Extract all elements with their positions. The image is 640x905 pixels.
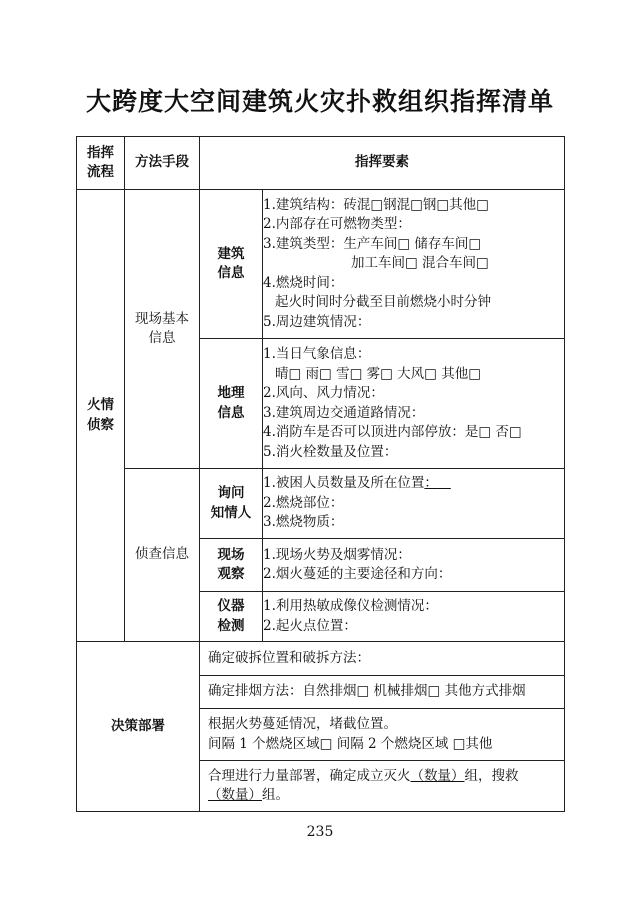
header-method-text: 方法手段: [135, 154, 189, 171]
inquiry-line1-blank: ：: [424, 475, 438, 492]
force-part3: 组。: [262, 787, 289, 803]
building-line: 1.建筑结构：砖混□钢混□钢□其他□: [263, 196, 489, 213]
inquiry-content: [263, 469, 565, 539]
decision-block-line1: 根据火势蔓延情况，堵截位置。: [208, 716, 397, 732]
header-method: [125, 137, 200, 190]
sub-instrument: [200, 592, 263, 642]
sub-building-label: 建筑 信息: [217, 245, 245, 281]
decision-demolition-text: 确定破拆位置和破拆方法：: [208, 649, 370, 666]
building-line: 4.燃烧时间：: [263, 274, 344, 291]
section-fire-recon-label: 火情 侦察: [87, 397, 114, 433]
decision-force: [200, 761, 565, 812]
command-checklist-table: [76, 136, 565, 812]
sub-observation: [200, 539, 263, 592]
force-part1: 合理进行力量部署，确定成立灭火: [208, 767, 411, 784]
header-row: [77, 137, 565, 190]
building-line: 3.建筑类型：生产车间□ 储存车间□: [263, 235, 482, 252]
header-flow: [77, 137, 125, 190]
decision-force-line1: [208, 767, 564, 787]
instrument-line: 1.利用热敏成像仪检测情况：: [263, 598, 438, 614]
building-line: 起火时间时分截至目前燃烧小时分钟: [275, 294, 491, 311]
inquiry-line: 3.燃烧物质：: [263, 514, 344, 531]
sub-inquiry-label: 询问 知情人: [210, 485, 252, 521]
section-decision-label: 决策部署: [111, 717, 165, 734]
method-investigation: [125, 469, 200, 642]
instrument-line: 2.起火点位置：: [263, 617, 357, 634]
geography-line: 3.建筑周边交通道路情况：: [263, 404, 425, 421]
observation-line: 1.现场火势及烟雾情况：: [263, 546, 411, 563]
page-title: 大跨度大空间建筑火灾扑救组织指挥清单: [85, 87, 554, 116]
sub-instrument-label: 仪器 检测: [217, 598, 245, 634]
inquiry-line: 2.燃烧部位：: [263, 494, 344, 511]
geography-line: 5.消火栓数量及位置：: [263, 443, 398, 460]
decision-block-line2: 间隔 1 个燃烧区域□ 间隔 2 个燃烧区域 □其他: [208, 735, 493, 752]
building-info-row: [77, 190, 565, 339]
force-qty1: （数量）: [410, 767, 465, 784]
inquiry-line: [263, 474, 564, 494]
instrument-content: [263, 592, 565, 642]
building-line: 2.内部存在可燃物类型：: [263, 216, 411, 233]
geography-line: 晴□ 雨□ 雪□ 雾□ 大风□ 其他□: [275, 365, 481, 382]
method-investigation-label: 侦查信息: [135, 546, 189, 563]
building-line: 5.周边建筑情况：: [263, 313, 371, 330]
decision-smoke-text: 确定排烟方法：自然排烟□ 机械排烟□ 其他方式排烟: [208, 683, 526, 700]
decision-row-demolition: [77, 642, 565, 676]
inquiry-line1-underline: [438, 475, 451, 491]
sub-observation-label: 现场 观察: [217, 546, 245, 582]
building-info-content: [263, 190, 565, 339]
header-flow-text: 指挥 流程: [87, 144, 114, 180]
building-line: 加工车间□ 混合车间□: [351, 255, 489, 272]
observation-content: [263, 539, 565, 592]
geography-line: 4.消防车是否可以顶进内部停放：是□ 否□: [263, 424, 522, 440]
method-site-info-label: 现场基本 信息: [135, 310, 189, 346]
inquiry-line1-prefix: 1.被困人员数量及所在位置: [263, 475, 425, 492]
geography-line: 2.风向、风力情况：: [263, 385, 384, 401]
decision-block: [200, 709, 565, 761]
sub-geography-label: 地理 信息: [217, 385, 245, 421]
header-key-elements: [200, 137, 565, 190]
sub-inquiry: [200, 469, 263, 539]
observation-line: 2.烟火蔓延的主要途径和方向：: [263, 566, 452, 582]
sub-building-info: [200, 190, 263, 339]
section-decision: [77, 642, 200, 812]
decision-force-line2: [208, 786, 564, 806]
sub-geography-info: [200, 339, 263, 469]
geography-line: 1.当日气象信息：: [263, 346, 371, 362]
force-qty2: （数量）: [208, 787, 262, 803]
header-key-text: 指挥要素: [355, 154, 409, 171]
inquiry-row: [77, 469, 565, 539]
method-site-info: [125, 190, 200, 469]
geography-info-content: [263, 339, 565, 469]
section-fire-recon: [77, 190, 125, 642]
decision-demolition: [200, 642, 565, 676]
page-number: 235: [306, 824, 334, 840]
decision-smoke: [200, 676, 565, 709]
force-part2: 组，搜救: [464, 767, 519, 784]
